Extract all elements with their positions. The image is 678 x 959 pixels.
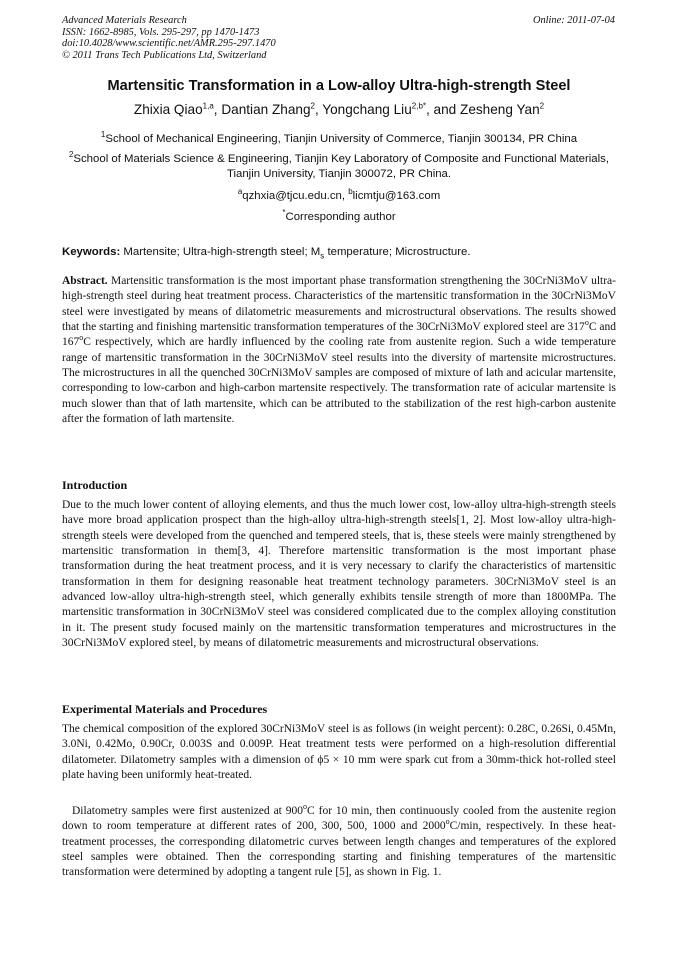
affiliation-text: School of Mechanical Engineering, Tianjin University of Commerce, Tianjin 300134, PR China xyxy=(105,133,578,145)
affiliation-text: School of Materials Science & Engineering, Tianjin Key Laboratory of Composite and Functional Materials, Tianjin University, Tianjin 300072, PR China. xyxy=(73,153,610,180)
affiliation-1 xyxy=(62,132,616,147)
experimental-text: Dilatometry samples were first austenized at 900 xyxy=(72,805,304,817)
author-name: Yongchang Liu xyxy=(322,102,412,117)
keywords xyxy=(62,246,616,261)
author-name: Dantian Zhang xyxy=(221,102,311,117)
email-b: licmtju@163.com xyxy=(352,190,441,202)
experimental-paragraph-1: The chemical composition of the explored 30CrNi3MoV steel is as follows (in weight percent): 0.28C, 0.26Si, 0.45Mn, 3.0Ni, 0.42Mo, 0.90Cr, 0.003S and 0.009P. Heat treatment tests were performed on a high-resolution differential dilatometer. Dilatometry samples with a dimension of ϕ5 × 10 mm were spark cut from a 30mm-thick hot-rolled steel plate having been uniformly heat-treated. xyxy=(62,723,616,782)
affiliation-2 xyxy=(62,152,616,182)
affiliation-sup: 2 xyxy=(68,150,74,160)
copyright: © 2011 Trans Tech Publications Ltd, Switzerland xyxy=(62,49,267,61)
online-date: Online: 2011-07-04 xyxy=(532,15,615,26)
introduction-text: Due to the much lower content of alloying elements, and thus the much lower cost, low-alloy ultra-high-strength steels have more broad application prospect than the high-alloy ultra-high-strength steels[1, 2]. Most low-alloy ultra-high-strength steels were developed from the quenched and tempered steels, that is, these steels were mainly strengthened by martensitic transformation in them[3, 4]. Therefore martensitic transformation is the most important phase transformation during the heat treatment process, and it is very necessary to clarify the characteristics of martensitic transformation in them for designing reasonable heat treatment technology parameters. 30CrNi3MoV steel is an advanced low-alloy ultra-high-strength steel, which generally exhibits tensile strength of more than 1800MPa. The martensitic transformation in 30CrNi3MoV steel was considered complicated due to the complex alloying constitution in it. The present study focused mainly on the martensitic transformation temperatures and microstructures in the 30CrNi3MoV explored steel, by means of dilatometric measurements and microstructural observations. xyxy=(62,499,616,650)
doi: doi:10.4028/www.scientific.net/AMR.295-297.1470 xyxy=(62,38,276,50)
journal-header xyxy=(62,15,276,61)
experimental-text: C for 10 min, then continuously cooled from the austenite region down to room temperature at different rates of 200, 300, 500, 1000 and 2000 xyxy=(62,805,616,833)
keywords-text: temperature; Microstructure. xyxy=(324,246,471,258)
author-separator: , xyxy=(213,102,222,117)
paper-title: Martensitic Transformation in a Low-alloy Ultra-high-strength Steel xyxy=(107,78,571,94)
section-heading-experimental: Experimental Materials and Procedures xyxy=(62,702,268,716)
corresponding-text: Corresponding author xyxy=(285,211,396,223)
affiliation-sup: 1 xyxy=(100,130,106,140)
author-separator: , and xyxy=(426,102,461,117)
author-list xyxy=(62,102,616,117)
corresponding-sup: * xyxy=(282,208,286,218)
email-a: qzhxia@tjcu.edu.cn xyxy=(242,190,342,202)
degree-sup: o xyxy=(303,802,308,812)
abstract-text: C and 167 xyxy=(62,321,617,349)
abstract-text: Martensitic transformation is the most important phase transformation strengthening the 30CrNi3MoV ultra-high-strength steel during heat treatment process. Characteristics of the martensitic transformation in the 30CrNi3MoV steel were investigated by means of dilatometric measurements and microstructural observations. The results showed that the starting and finishing martensitic transformation temperatures of the 30CrNi3MoV explored steel are 317 xyxy=(62,275,616,334)
abstract xyxy=(62,274,616,427)
degree-sup: o xyxy=(445,817,450,827)
issn: ISSN: 1662-8985, Vols. 295-297, pp 1470-1473 xyxy=(62,26,260,38)
experimental-text: C/min, respectively. In these heat-treatment processes, the corresponding dilatometric curves between length changes and temperatures of the explored steel samples were obtained. Then the corresponding starting and finishing temperatures of the martensitic transformation were determined by adopting a tangent rule [5], as shown in Fig. 1. xyxy=(62,820,616,879)
author-sup: 2,b* xyxy=(411,101,426,111)
author-sup: 2 xyxy=(539,101,545,111)
experimental-paragraph-2 xyxy=(62,804,616,881)
abstract-label: Abstract. xyxy=(62,275,108,287)
author-sup: 2 xyxy=(310,101,315,111)
author-name: Zhixia Qiao xyxy=(133,102,203,117)
email-sup: b xyxy=(348,187,353,197)
abstract-text: C respectively, which are hardly influenced by the cooling rate from austenite region. Such a wide temperature range of martensitic transformation in the 30CrNi3MoV steel results into the diversity of martensite microstructures. The microstructures in all the quenched 30CrNi3MoV samples are composed of mixture of lath and acicular martensite, corresponding to low-carbon and high-carbon martensite respectively. The transformation rate of acicular martensite is much slower than that of lath martensite, which can be attributed to the stabilization of the rest high-carbon austenite after the formation of lath martensite. xyxy=(62,336,616,426)
author-name: Zesheng Yan xyxy=(460,102,540,117)
keywords-label: Keywords: xyxy=(62,246,121,258)
journal-name: Advanced Materials Research xyxy=(62,15,187,26)
email-sup: a xyxy=(237,187,243,197)
keywords-text: Martensite; Ultra-high-strength steel; M xyxy=(120,246,321,258)
keywords-sub: s xyxy=(320,251,325,261)
corresponding-note xyxy=(62,210,616,225)
degree-sup: o xyxy=(79,333,84,343)
author-sup: 1,a xyxy=(202,101,214,111)
degree-sup: o xyxy=(584,318,589,328)
author-separator: , xyxy=(314,102,323,117)
section-heading-introduction: Introduction xyxy=(62,478,128,492)
email-separator: , xyxy=(341,190,349,202)
author-emails xyxy=(62,189,616,204)
